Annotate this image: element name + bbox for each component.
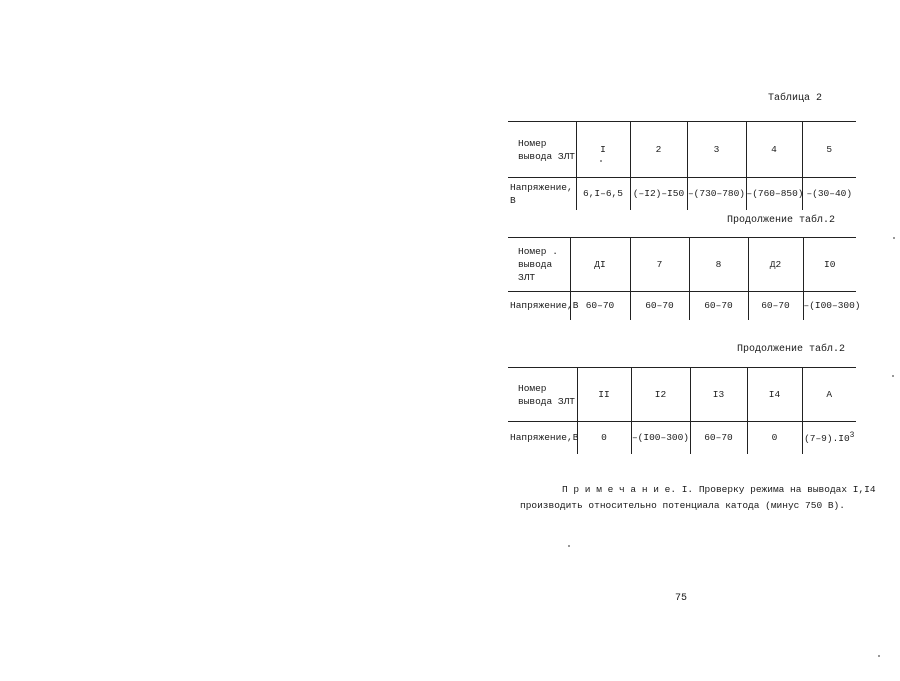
column-header: I4 — [747, 368, 802, 422]
note-line-2: производить относительно потенциала катода (минус 750 В). — [520, 500, 845, 511]
voltage-cell — [802, 422, 856, 454]
column-header: Д2 — [748, 238, 803, 292]
scan-speck — [892, 375, 894, 377]
voltage-cell: 60–70 — [689, 292, 748, 320]
voltage-cell: 0 — [747, 422, 802, 454]
row-label-voltage: Напряжение,В — [508, 292, 570, 320]
voltage-cell: 60–70 — [748, 292, 803, 320]
voltage-cell: 6,I–6,5 — [576, 178, 630, 210]
exponent: 3 — [849, 431, 855, 441]
column-header: 4 — [746, 122, 802, 178]
row-label-voltage: Напряжение, В — [508, 178, 576, 210]
column-header: I — [576, 122, 630, 178]
continuation-caption-1: Продолжение табл.2 — [727, 215, 836, 226]
voltage-cell: –(30–40) — [802, 178, 856, 210]
column-header: ДI — [570, 238, 630, 292]
voltage-table-1 — [508, 121, 856, 210]
voltage-cell: –(760–850) — [746, 178, 802, 210]
row-label-voltage: Напряжение,В — [508, 422, 577, 454]
voltage-table-3 — [508, 367, 856, 454]
voltage-value: (7–9).I0 — [804, 433, 850, 445]
continuation-caption-2: Продолжение табл.2 — [737, 344, 846, 355]
column-header: 2 — [630, 122, 687, 178]
voltage-table-2 — [508, 237, 861, 320]
voltage-cell: 0 — [577, 422, 631, 454]
note-text-1: I. Проверку режима на выводах I,I4 — [681, 484, 876, 495]
note-line-1 — [520, 484, 876, 495]
scan-speck — [893, 237, 895, 239]
column-header: II — [577, 368, 631, 422]
column-header: 8 — [689, 238, 748, 292]
voltage-cell: (–I2)–I50 — [630, 178, 687, 210]
scan-speck — [568, 545, 570, 547]
column-header: А — [802, 368, 856, 422]
column-header: I3 — [690, 368, 747, 422]
table-title: Таблица 2 — [768, 93, 823, 104]
column-header: I2 — [631, 368, 690, 422]
column-header: I0 — [803, 238, 856, 292]
voltage-cell: –(I00–300) — [803, 292, 856, 320]
voltage-cell: 60–70 — [690, 422, 747, 454]
voltage-cell: 60–70 — [630, 292, 689, 320]
column-header: 7 — [630, 238, 689, 292]
row-header-terminal: Номер вывода ЗЛТ — [508, 368, 577, 422]
scan-speck — [878, 655, 880, 657]
column-header: 3 — [687, 122, 746, 178]
page-number: 75 — [675, 593, 688, 604]
row-header-terminal: Номер . вывода ЗЛТ — [508, 238, 570, 292]
voltage-cell: –(730–780) — [687, 178, 746, 210]
voltage-cell: –(I00–300) — [631, 422, 690, 454]
column-header: 5 — [802, 122, 856, 178]
note-lead: П р и м е ч а н и е. — [562, 484, 677, 495]
scan-speck — [600, 160, 602, 162]
row-header-terminal: Номер вывода ЗЛТ — [508, 122, 576, 178]
voltage-cell: 60–70 — [570, 292, 630, 320]
